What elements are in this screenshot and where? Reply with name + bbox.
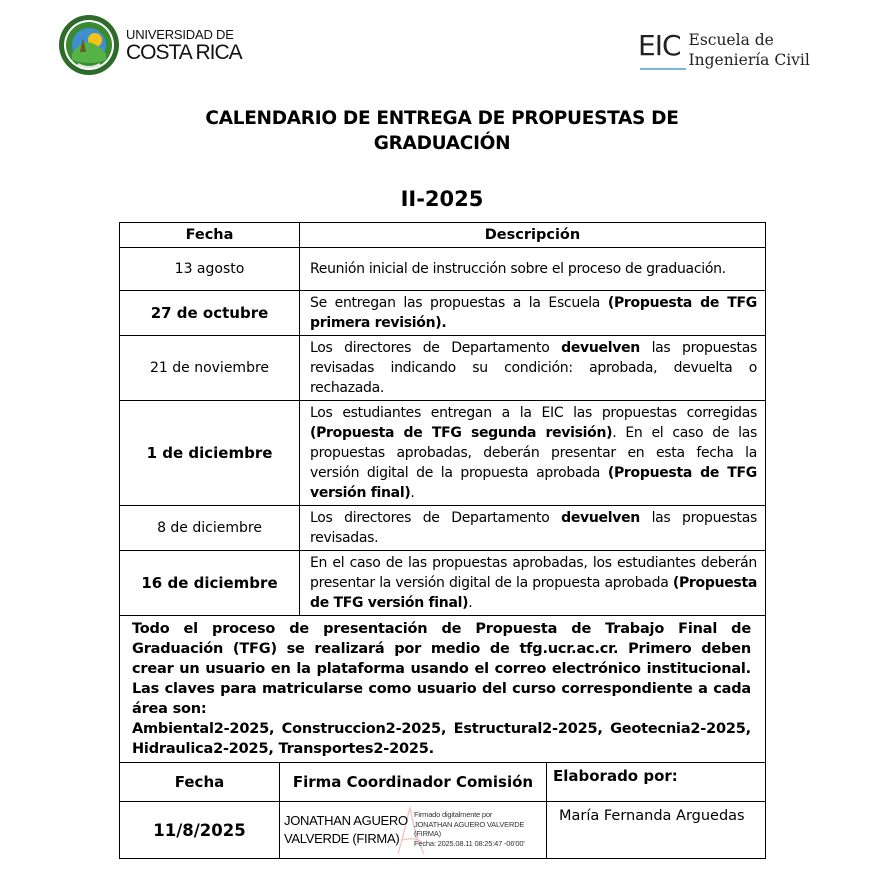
description-text: .: [410, 485, 415, 501]
description-text: Los directores de Departamento: [310, 510, 562, 526]
description-text: Los directores de Departamento: [310, 340, 562, 356]
description-text: Reunión inicial de instrucción sobre el proceso de graduación.: [310, 261, 726, 277]
column-header-date: Fecha: [120, 223, 300, 248]
row-description: [300, 248, 766, 291]
table-row: [120, 401, 766, 506]
table-row: [120, 291, 766, 336]
row-date: 27 de octubre: [120, 291, 300, 336]
emphasized-text: (Propuesta de TFG primera revisión).: [310, 295, 757, 331]
table-row: [120, 506, 766, 551]
signature-meta-line1: Firmado digitalmente por: [414, 810, 493, 819]
description-text: . En el caso de las propuestas aprobadas, deberán presentar en esta fecha la versión digital de la propuesta aprobada: [310, 425, 757, 481]
emphasized-text: devuelven: [561, 510, 640, 526]
eic-underline: [640, 68, 686, 70]
footer-header-signature: Firma Coordinador Comisión: [280, 763, 547, 802]
eic-mark-text: EIC: [638, 29, 681, 62]
ucr-logo-line2: COSTA RICA: [126, 40, 242, 64]
digital-signature: [280, 802, 547, 859]
table-header-row: [120, 223, 766, 248]
term-label: II-2025: [400, 187, 484, 211]
eic-mark: [638, 29, 681, 62]
signature-header-row: [120, 763, 766, 802]
university-seal-icon: [58, 14, 120, 76]
footer-header-prepared-by: Elaborado por:: [547, 763, 766, 802]
signature-value-row: [120, 802, 766, 859]
description-text: .: [468, 595, 473, 611]
row-description: [300, 291, 766, 336]
eic-logo: [638, 29, 810, 70]
signer-name-line2: VALVERDE (FIRMA): [284, 831, 400, 846]
document-title: [119, 106, 765, 156]
row-date: 16 de diciembre: [120, 551, 300, 616]
column-header-description: Descripción: [300, 223, 766, 248]
emphasized-text: (Propuesta de TFG segunda revisión): [310, 425, 613, 441]
signature-meta-line2: JONATHAN AGUERO VALVERDE: [414, 819, 525, 829]
signature-date: 11/8/2025: [120, 802, 280, 859]
prepared-by-name: María Fernanda Arguedas: [547, 802, 766, 859]
row-description: [300, 551, 766, 616]
signature-meta-line4: Fecha: 2025.08.11 08:25:47 -06'00': [414, 838, 525, 848]
row-date: 1 de diciembre: [120, 401, 300, 506]
enrollment-keys: Ambiental2-2025, Construccion2-2025, Estructural2-2025, Geotecnia2-2025, Hidraulica2-2025, Transportes2-2025.: [132, 721, 751, 757]
row-description: [300, 336, 766, 401]
note-row: [120, 616, 766, 763]
row-description: [300, 506, 766, 551]
eic-logo-line2: Ingeniería Civil: [688, 51, 810, 69]
emphasized-text: devuelven: [561, 340, 640, 356]
description-text: Los estudiantes entregan a la EIC las propuestas corregidas: [310, 405, 757, 421]
ucr-logo: [58, 14, 242, 76]
title-line2: GRADUACIÓN: [373, 133, 511, 154]
emphasized-text: (Propuesta de TFG versión final): [310, 575, 757, 611]
signature-meta-line3: (FIRMA): [414, 829, 441, 838]
signer-name-line1: JONATHAN AGUERO: [284, 813, 408, 828]
title-line1: CALENDARIO DE ENTREGA DE PROPUESTAS DE: [205, 108, 679, 129]
row-date: 8 de diciembre: [120, 506, 300, 551]
footer-header-date: Fecha: [120, 763, 280, 802]
row-description: [300, 401, 766, 506]
table-row: [120, 248, 766, 291]
description-text: Se entregan las propuestas a la Escuela: [310, 295, 608, 311]
row-date: 13 agosto: [120, 248, 300, 291]
description-text: En el caso de las propuestas aprobadas, los estudiantes deberán presentar la versión digital de la propuesta aprobada: [310, 555, 757, 591]
table-row: [120, 551, 766, 616]
description-text: las propuestas revisadas indicando su condición: aprobada, devuelta o rechazada.: [310, 340, 757, 396]
eic-logo-line1: Escuela de: [688, 31, 774, 49]
emphasized-text: (Propuesta de TFG versión final): [310, 465, 757, 501]
row-date: 21 de noviembre: [120, 336, 300, 401]
calendar-table: [119, 222, 766, 763]
signature-table: [119, 762, 766, 859]
description-text: las propuestas revisadas.: [310, 510, 757, 546]
ucr-logo-line1: UNIVERSIDAD DE: [126, 26, 234, 42]
note-paragraph: Todo el proceso de presentación de Propuesta de Trabajo Final de Graduación (TFG) se realizará por medio de tfg.ucr.ac.cr. Primero deben crear un usuario en la plataforma usando el correo electrónico institucional. Las claves para matricularse como usuario del curso correspondiente a cada área son:: [132, 621, 751, 717]
table-row: [120, 336, 766, 401]
platform-note: [120, 616, 766, 763]
